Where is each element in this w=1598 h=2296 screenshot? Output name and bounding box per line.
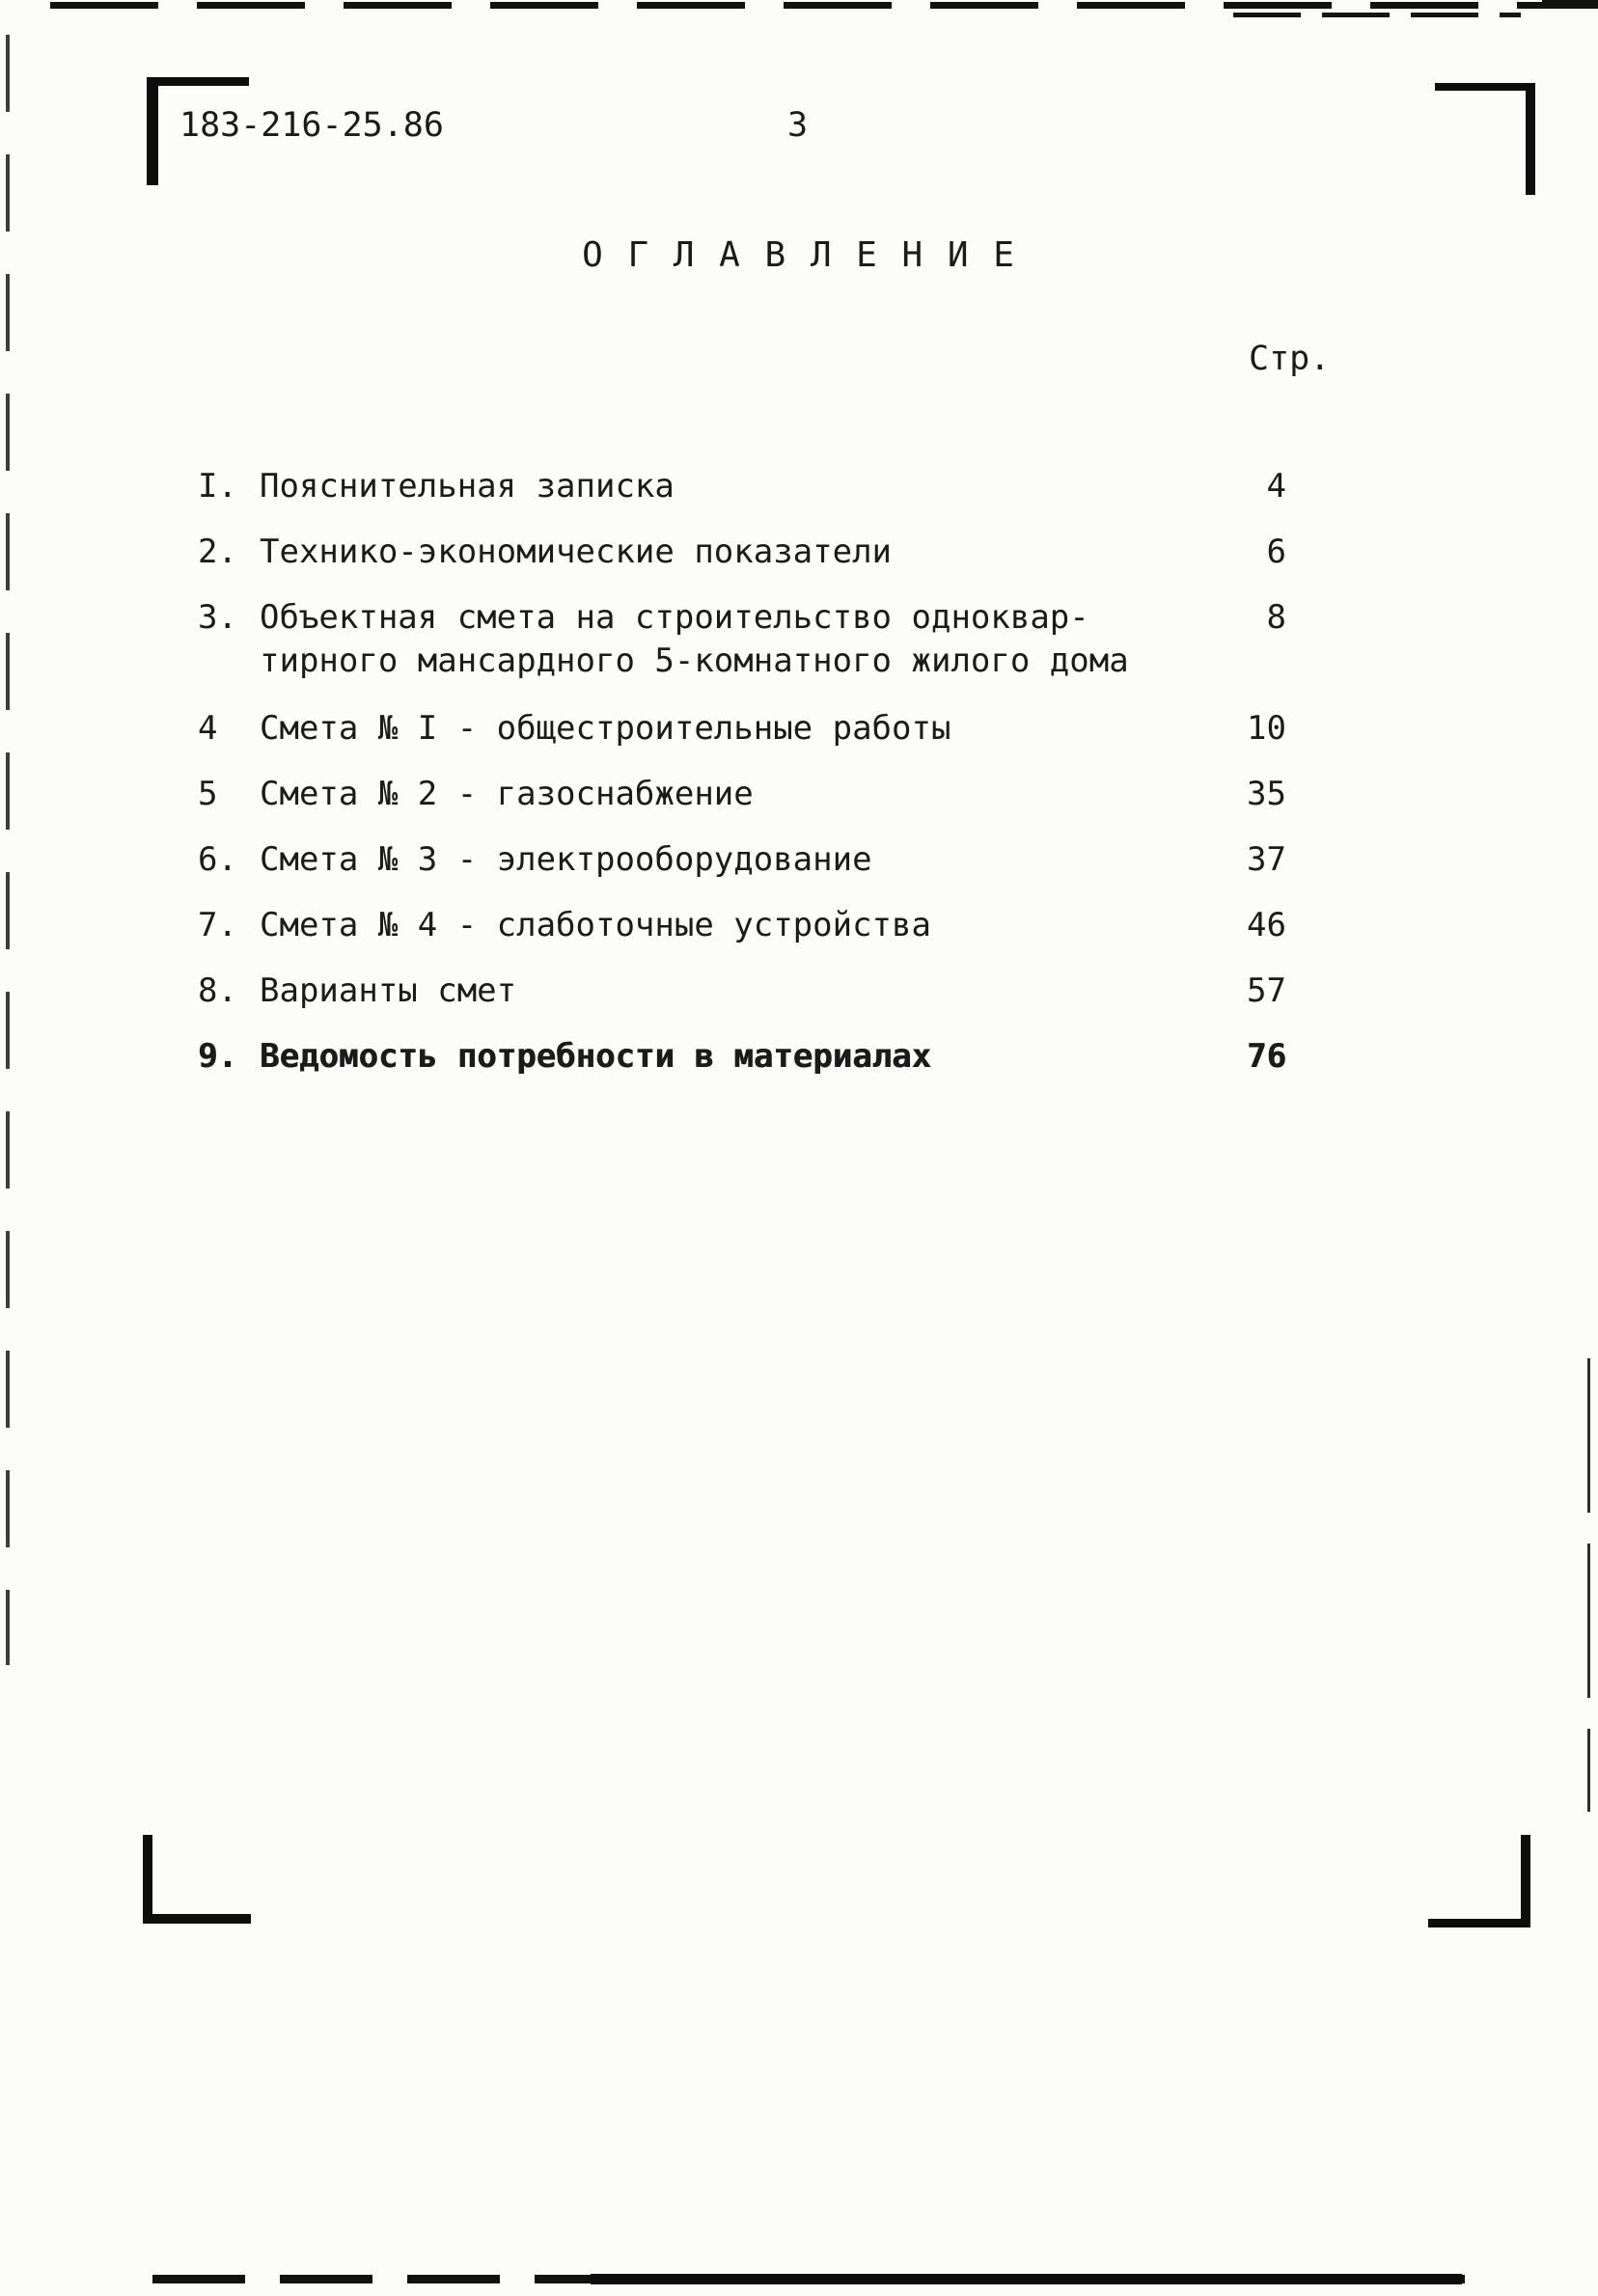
scan-edge-top-right-blob <box>1542 0 1598 9</box>
document-number: 183-216-25.86 <box>179 106 444 145</box>
toc-item-title: Смета № I - общестроительные работы <box>260 709 951 748</box>
toc-item-title: Ведомость потребности в материалах <box>260 1037 931 1076</box>
toc-row <box>198 465 1286 508</box>
toc-item-title: Пояснительная записка <box>260 467 675 506</box>
toc-item-page: 8 <box>1266 598 1286 637</box>
toc-item-title: Смета № 3 - электрооборудование <box>260 840 872 879</box>
toc-row <box>198 707 1286 751</box>
toc-item-number: I. <box>198 467 237 506</box>
toc-item-number: 5 <box>198 775 218 813</box>
toc-item-number: 9. <box>198 1037 237 1076</box>
toc-row <box>198 773 1286 816</box>
crop-mark-top-right <box>1435 83 1535 195</box>
toc-item-page: 46 <box>1247 906 1286 944</box>
toc-item-number: 4 <box>198 709 218 748</box>
toc-item-number: 6. <box>198 840 237 879</box>
toc-row <box>198 531 1286 574</box>
toc-item-page: 76 <box>1247 1037 1286 1076</box>
toc-item-page: 37 <box>1247 840 1286 879</box>
toc-item-title: Смета № 2 - газоснабжение <box>260 775 754 813</box>
toc-row <box>198 838 1286 882</box>
scan-edge-top-dashes <box>50 2 1552 9</box>
toc-item-number: 7. <box>198 906 237 944</box>
toc-item-number: 8. <box>198 971 237 1010</box>
scan-edge-top-second-line <box>1233 13 1521 17</box>
scan-edge-left-dashes <box>6 35 10 1665</box>
scan-edge-right-line <box>1587 1358 1590 1812</box>
toc-item-title: Смета № 4 - слаботочные устройства <box>260 906 931 944</box>
toc-item-title: Объектная смета на строительство одноквар- тирного мансардного 5-комнатного жилого дома <box>260 598 1129 680</box>
toc-item-title: Технико-экономические показатели <box>260 533 893 571</box>
toc-item-page: 6 <box>1266 533 1286 571</box>
toc-row <box>198 904 1286 947</box>
toc-row <box>198 596 1286 683</box>
toc-row <box>198 970 1286 1013</box>
toc-row <box>198 1035 1286 1079</box>
toc-item-number: 3. <box>198 598 237 637</box>
toc-item-number: 2. <box>198 533 237 571</box>
page-title: О Г Л А В Л Е Н И Е <box>582 235 1016 275</box>
toc-item-title: Варианты смет <box>260 971 517 1010</box>
scan-edge-bottom-line <box>591 2274 1462 2284</box>
crop-mark-bottom-right <box>1428 1835 1530 1927</box>
toc-item-page: 35 <box>1247 775 1286 813</box>
toc-item-page: 10 <box>1247 709 1286 748</box>
toc-item-page: 57 <box>1247 971 1286 1010</box>
page-column-header: Стр. <box>1249 340 1331 378</box>
sheet-number: 3 <box>787 106 809 145</box>
crop-mark-bottom-left <box>143 1835 251 1924</box>
toc-item-page: 4 <box>1266 467 1286 506</box>
toc-list <box>198 465 1286 1101</box>
